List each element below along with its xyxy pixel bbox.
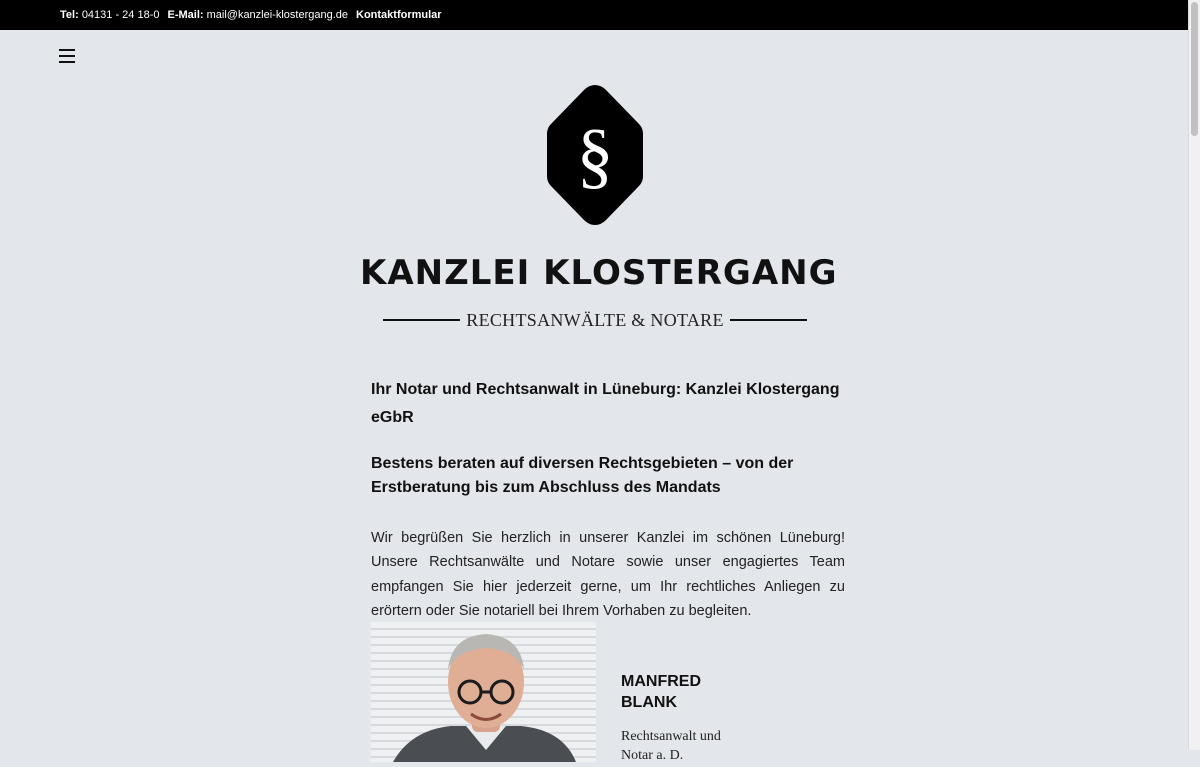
hamburger-menu-icon[interactable]: [59, 49, 75, 63]
phone-info[interactable]: [60, 0, 159, 30]
logo-symbol: §: [576, 115, 614, 197]
menu-line: [59, 55, 75, 57]
page-heading: Ihr Notar und Rechtsanwalt in Lüneburg: Kanzlei Klostergang eGbR: [371, 381, 840, 426]
tagline-rule-right: [730, 319, 807, 321]
intro-paragraph: Wir begrüßen Sie herzlich in unserer Kanzlei im schönen Lüneburg! Unsere Rechtsanwälte und Notare sowie unser engagiertes Team empfangen Sie hier jederzeit gerne, um Ihr rechtliches Anliegen zu erörtern oder Sie notariell bei Ihrem Vorhaben zu begleiten.: [371, 530, 845, 619]
page-scrollbar[interactable]: [1188, 0, 1200, 750]
contact-form-link[interactable]: Kontaktformular: [356, 9, 442, 21]
portrait-illustration: [371, 622, 596, 762]
logo-wordmark[interactable]: KANZLEI KLOSTERGANG: [360, 253, 838, 293]
email-info[interactable]: [167, 0, 348, 30]
main-content: [371, 376, 845, 623]
phone-number[interactable]: 04131 - 24 18-0: [81, 9, 160, 21]
tagline-rule-left: [383, 319, 460, 321]
email-address[interactable]: mail@kanzlei-klostergang.de: [206, 9, 349, 21]
email-label: E-Mail:: [167, 9, 204, 21]
profile-name[interactable]: MANFRED BLANK: [621, 673, 701, 711]
profile-role: Rechtsanwalt und Notar a. D.: [621, 729, 721, 763]
profile-photo: [371, 622, 596, 762]
menu-line: [59, 49, 75, 51]
menu-line: [59, 61, 75, 63]
page-subheading: Bestens beraten auf diversen Rechtsgebieten – von der Erstberatung bis zum Abschluss des Mandats: [371, 455, 794, 496]
logo-tagline: [383, 308, 807, 332]
top-contact-bar: [0, 0, 1188, 30]
scrollbar-thumb[interactable]: [1191, 2, 1198, 136]
paragraph-icon[interactable]: [544, 82, 646, 228]
phone-label: Tel:: [60, 9, 79, 21]
tagline-text: RECHTSANWÄLTE & NOTARE: [466, 309, 724, 330]
